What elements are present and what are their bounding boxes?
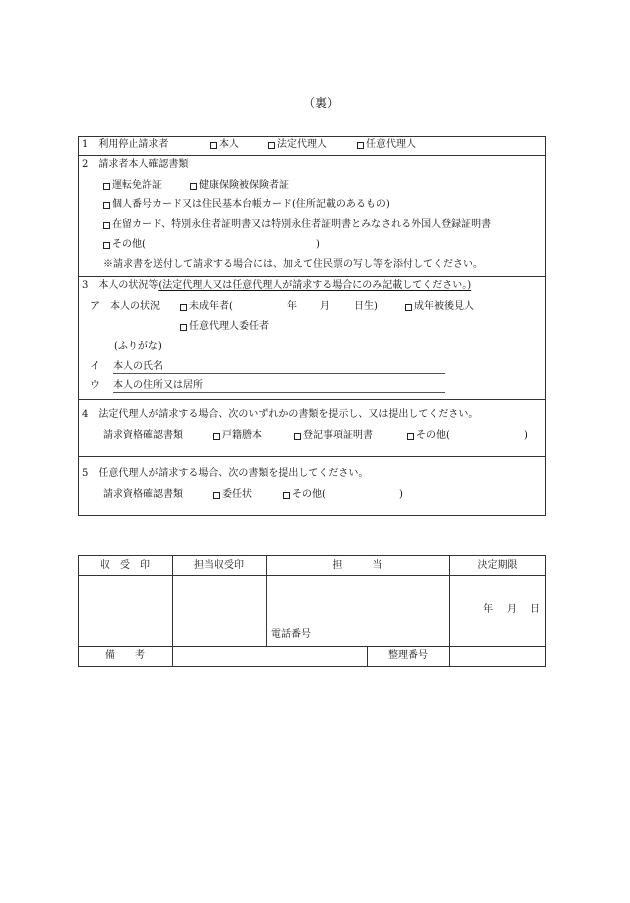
section-4-docs-label: 請求資格確認書類: [103, 430, 183, 441]
section-5-docs-label: 請求資格確認書類: [103, 489, 183, 500]
checkbox-icon[interactable]: [103, 222, 110, 229]
option-other-4-close: ): [524, 430, 528, 441]
section-1-label: 1 利用停止請求者: [82, 139, 169, 150]
doc-drivers-license[interactable]: 運転免許証: [103, 181, 162, 191]
doc-residence-card[interactable]: 在留カード、特別永住者証明書又は特別永住者証明書とみなされる外国人登録証明書: [103, 220, 491, 230]
option-adult-ward[interactable]: 成年被後見人: [405, 302, 474, 312]
checkbox-icon[interactable]: [103, 242, 110, 249]
address-marker: ウ: [90, 380, 100, 391]
staff-stamp-header: 担当収受印: [194, 560, 244, 571]
checkbox-icon[interactable]: [407, 433, 414, 440]
checkbox-icon[interactable]: [283, 492, 290, 499]
name-label: 本人の氏名: [113, 361, 163, 372]
option-voluntary-agent[interactable]: 任意代理人: [357, 140, 416, 150]
divider: [78, 276, 546, 277]
received-stamp-header: 収 受 印: [100, 560, 150, 571]
checkbox-icon[interactable]: [103, 202, 110, 209]
deadline-header: 決定期限: [477, 560, 518, 571]
address-field-line[interactable]: [113, 392, 445, 393]
phone-label: 電話番号: [271, 629, 311, 640]
doc-other[interactable]: その他(: [103, 240, 146, 250]
name-marker: イ: [90, 361, 100, 372]
checkbox-icon[interactable]: [213, 433, 220, 440]
option-minor[interactable]: 未成年者(: [180, 302, 233, 312]
remarks-label: 備 考: [105, 650, 145, 661]
divider: [78, 399, 546, 400]
birth-year-label: 年: [287, 301, 297, 312]
divider: [78, 456, 546, 457]
status-label: ア 本人の状況: [90, 301, 160, 312]
section-5-label: 5 任意代理人が請求する場合、次の書類を提出してください。: [82, 468, 369, 479]
name-field-line[interactable]: [113, 373, 445, 374]
request-form-box: [78, 136, 546, 516]
checkbox-icon[interactable]: [294, 433, 301, 440]
section-2-note: ※請求書を送付して請求する場合には、加えて住民票の写し等を添付してください。: [103, 259, 483, 270]
option-self[interactable]: 本人: [210, 140, 239, 150]
option-legal-agent[interactable]: 法定代理人: [268, 140, 327, 150]
checkbox-icon[interactable]: [180, 304, 187, 311]
checkbox-icon[interactable]: [405, 304, 412, 311]
doc-other-close: ): [316, 239, 320, 250]
divider: [78, 155, 546, 156]
doc-health-insurance[interactable]: 健康保険被保険者証: [190, 181, 289, 191]
checkbox-icon[interactable]: [357, 142, 364, 149]
divider: [78, 575, 546, 576]
divider: [449, 555, 450, 667]
option-other-5[interactable]: その他(: [283, 490, 326, 500]
option-other-5-close: ): [399, 489, 403, 500]
option-other-4[interactable]: その他(: [407, 431, 450, 441]
checkbox-icon[interactable]: [268, 142, 275, 149]
address-label: 本人の住所又は居所: [113, 380, 203, 391]
divider: [78, 646, 546, 647]
section-4-label: 4 法定代理人が請求する場合、次のいずれかの書類を提示し、又は提出してください。: [82, 409, 479, 420]
doc-my-number-card[interactable]: 個人番号カード又は住民基本台帳カード(住所記載のあるもの): [103, 200, 390, 210]
checkbox-icon[interactable]: [210, 142, 217, 149]
checkbox-icon[interactable]: [190, 183, 197, 190]
section-3-label: 3 本人の状況等(法定代理人又は任意代理人が請求する場合にのみ記載してください。): [82, 280, 472, 291]
deadline-month: 月: [507, 604, 517, 615]
furigana-label: (ふりがな): [114, 341, 162, 352]
checkbox-icon[interactable]: [213, 492, 220, 499]
divider: [172, 555, 173, 667]
birth-day-label: 日生): [354, 301, 378, 312]
option-family-register[interactable]: 戸籍謄本: [213, 431, 262, 441]
checkbox-icon[interactable]: [180, 324, 187, 331]
option-principal[interactable]: 任意代理人委任者: [180, 322, 269, 332]
page-title: （裏）: [303, 96, 340, 110]
option-registry-certificate[interactable]: 登記事項証明書: [294, 431, 373, 441]
staff-header: 担 当: [332, 560, 383, 571]
option-power-of-attorney[interactable]: 委任状: [213, 490, 252, 500]
section-3-note: (法定代理人又は任意代理人が請求する場合にのみ記載してください。): [158, 280, 472, 291]
deadline-year: 年: [483, 604, 493, 615]
section-2-label: 2 請求者本人確認書類: [82, 159, 189, 170]
checkbox-icon[interactable]: [103, 183, 110, 190]
deadline-day: 日: [530, 604, 540, 615]
reference-number-label: 整理番号: [388, 650, 428, 661]
birth-month-label: 月: [320, 301, 330, 312]
